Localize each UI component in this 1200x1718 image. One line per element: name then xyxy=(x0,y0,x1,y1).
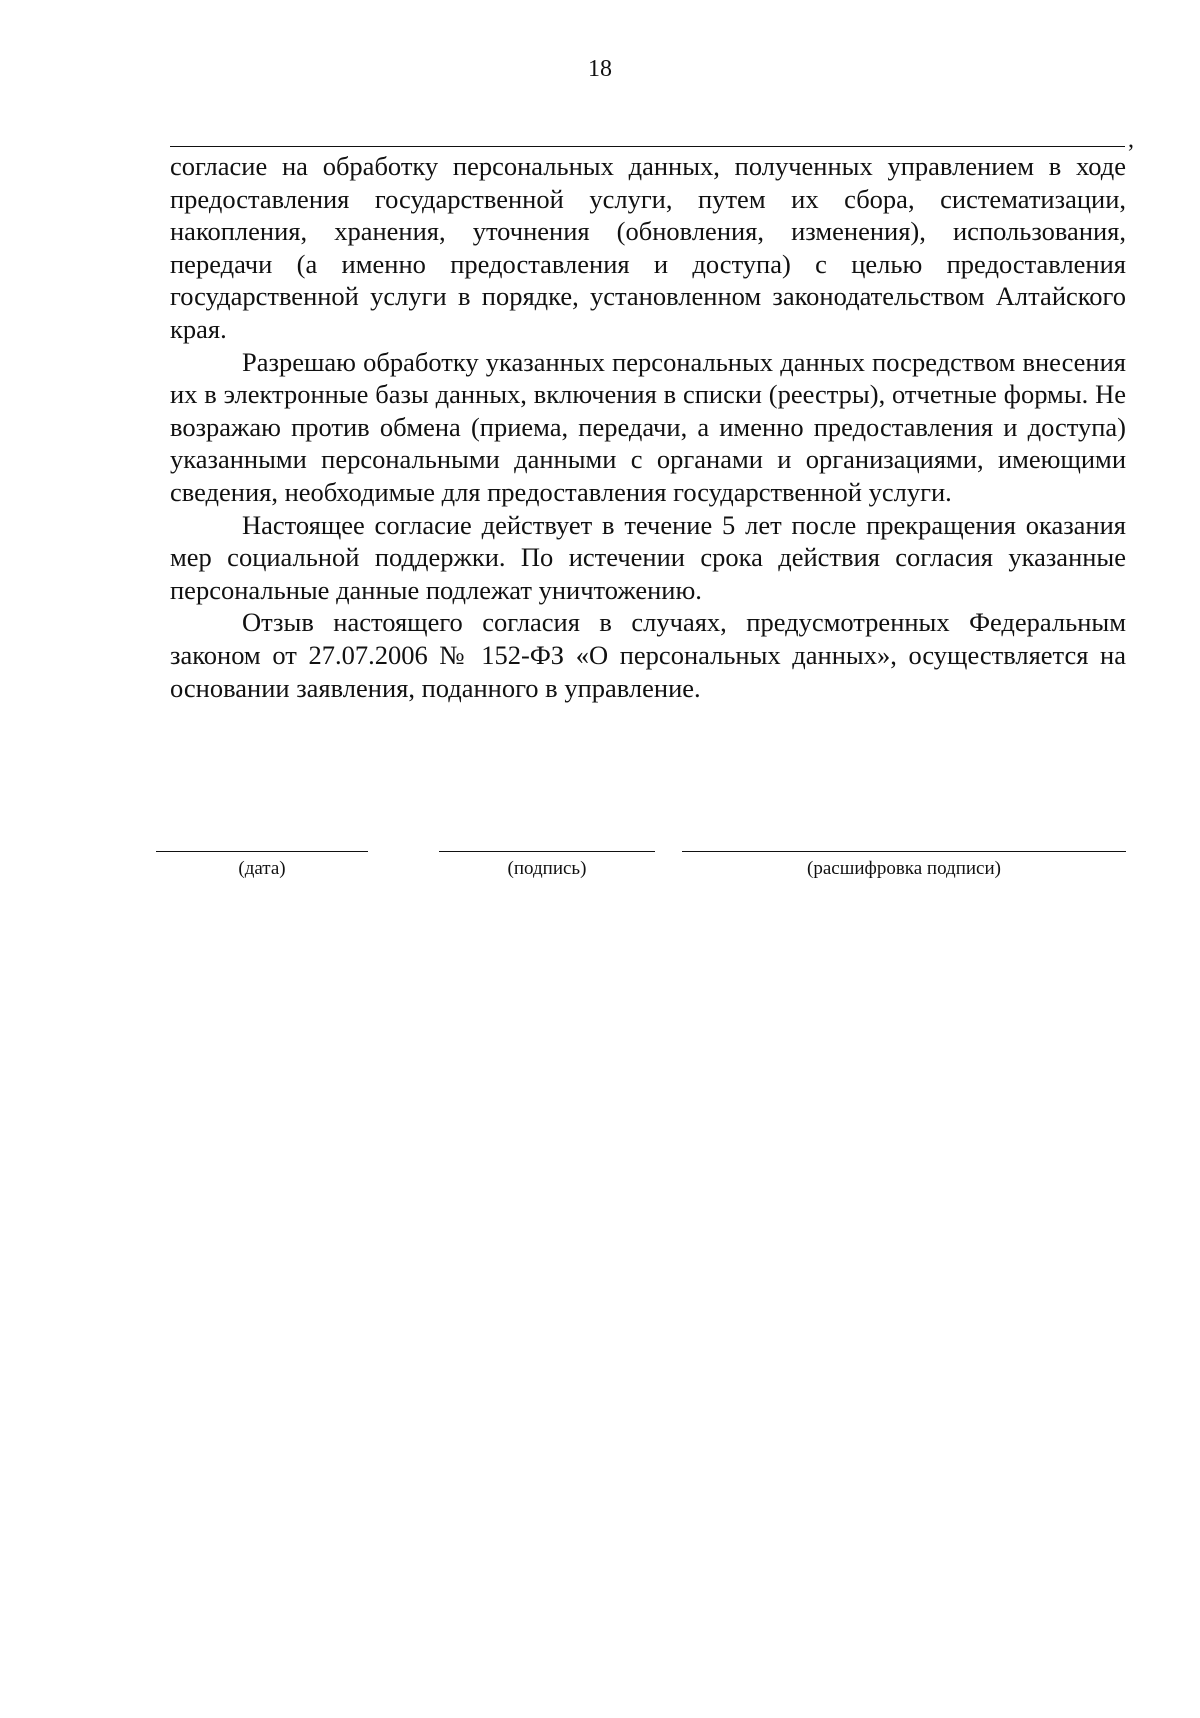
signature-field xyxy=(439,851,655,891)
decoding-caption: (расшифровка подписи) xyxy=(807,858,1001,879)
processing-permission-paragraph: Разрешаю обработку указанных персональных данных посредством внесения их в электронные базы данных, включения в списки (реестры), отчетные формы. Не возражаю против обмена (приема, передачи, а именно предоставления и доступа) указанными персональными данными с органами и организациями, имеющими сведения, необходимые для предоставления государственной услуги. xyxy=(170,346,1126,507)
signature-line xyxy=(439,851,655,852)
signature-decoding-field xyxy=(682,851,1126,891)
validity-paragraph: Настоящее согласие действует в течение 5 лет после прекращения оказания мер социальной поддержки. По истечении срока действия согласия указанные персональные данные подлежат уничтожению. xyxy=(170,509,1126,605)
fill-in-line xyxy=(170,146,1125,147)
revocation-paragraph: Отзыв настоящего согласия в случаях, предусмотренных Федеральным законом от 27.07.2006 № 152-ФЗ «О персональных данных», осуществляется на основании заявления, поданного в управление. xyxy=(170,607,1126,703)
page-number: 18 xyxy=(588,56,612,82)
signature-caption: (подпись) xyxy=(507,858,587,879)
fill-in-comma: , xyxy=(1128,127,1134,153)
consent-paragraph: согласие на обработку персональных данных, полученных управлением в ходе предоставления государственной услуги, путем их сбора, систематизации, накопления, хранения, уточнения (обновления, изменения), использования, передачи (а именно предоставления и доступа) с целью предоставления государственной услуги в порядке, установленном законодательством Алтайского края. xyxy=(170,151,1126,344)
date-signature-field xyxy=(156,851,368,891)
date-caption: (дата) xyxy=(238,858,286,879)
decoding-line xyxy=(682,851,1126,852)
date-line xyxy=(156,851,368,852)
document-body xyxy=(170,150,1126,704)
